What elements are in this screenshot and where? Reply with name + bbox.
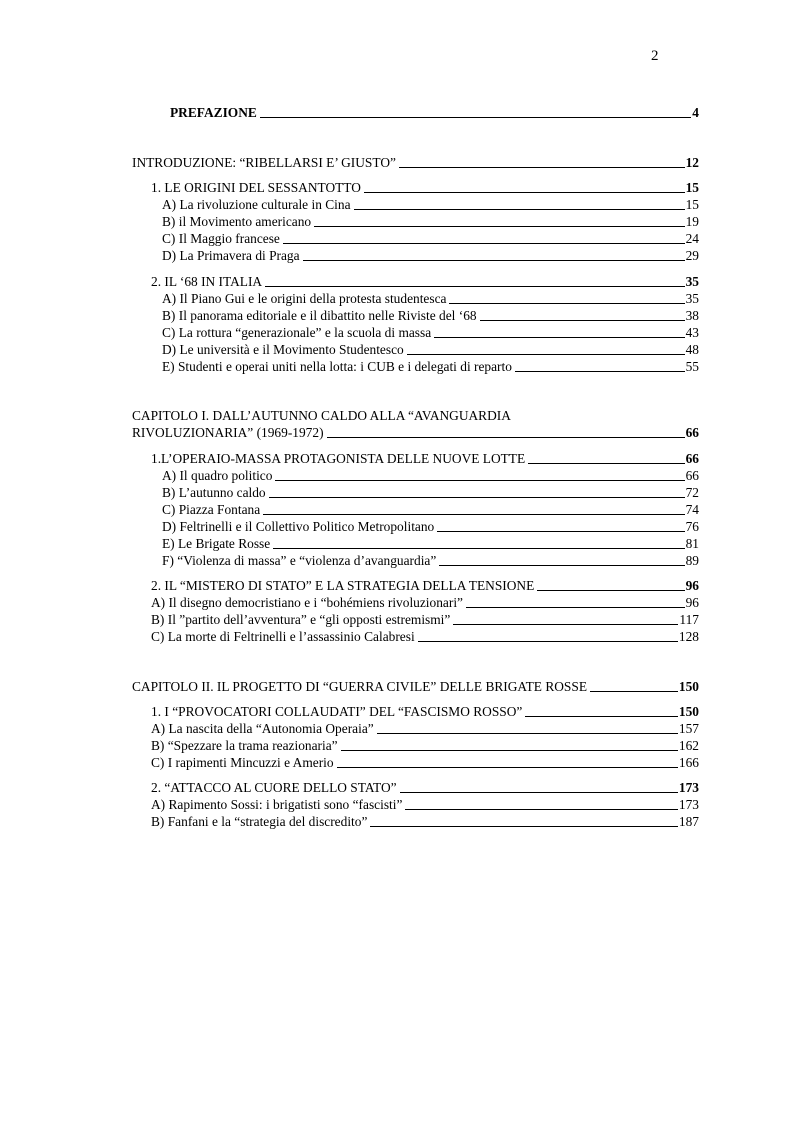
toc-entry-title: 1. I “PROVOCATORI COLLAUDATI” DEL “FASCISMO ROSSO” — [151, 704, 523, 719]
toc-entry-subsection[interactable] — [162, 324, 699, 341]
toc-leader — [370, 826, 678, 827]
toc-entry-title: 1.L’OPERAIO-MASSA PROTAGONISTA DELLE NUOVE LOTTE — [151, 451, 526, 466]
toc-entry-title: A) La nascita della “Autonomia Operaia” — [151, 721, 374, 736]
toc-entry-subsection[interactable] — [162, 341, 699, 358]
toc-entry-section[interactable] — [151, 703, 699, 720]
toc-leader — [525, 716, 678, 717]
toc-leader — [314, 226, 684, 227]
toc-leader — [263, 514, 684, 515]
toc-entry-chapter[interactable] — [132, 424, 699, 441]
toc-leader — [515, 371, 685, 372]
toc-entry-title: C) La morte di Feltrinelli e l’assassinio Calabresi — [151, 629, 415, 644]
toc-entry-title: PREFAZIONE — [170, 105, 257, 120]
toc-leader — [273, 548, 684, 549]
toc-entry-title: C) Piazza Fontana — [162, 502, 261, 517]
toc-entry-title: B) L’autunno caldo — [162, 485, 266, 500]
toc-entry-title: CAPITOLO II. IL PROGETTO DI “GUERRA CIVILE” DELLE BRIGATE ROSSE — [132, 679, 587, 694]
toc-leader — [407, 354, 685, 355]
toc-entry-subsection[interactable] — [162, 501, 699, 518]
toc-leader — [400, 792, 678, 793]
toc-entry-page: 12 — [685, 155, 699, 170]
toc-entry-page: 96 — [685, 578, 699, 593]
toc-entry-title: 2. “ATTACCO AL CUORE DELLO STATO” — [151, 780, 397, 795]
toc-entry-page: 66 — [685, 468, 699, 483]
toc-leader — [439, 565, 684, 566]
toc-entry-introduzione[interactable] — [132, 154, 699, 171]
toc-entry-page: 166 — [678, 755, 699, 770]
toc-entry-subsection[interactable] — [162, 467, 699, 484]
toc-entry-page: 96 — [685, 595, 699, 610]
toc-entry-title: D) Le università e il Movimento Studentesco — [162, 342, 404, 357]
toc-leader — [434, 337, 684, 338]
toc-leader — [275, 480, 684, 481]
toc-entry-title: RIVOLUZIONARIA” (1969-1972) — [132, 425, 324, 440]
toc-entry-title: A) Il disegno democristiano e i “bohémiens rivoluzionari” — [151, 595, 463, 610]
toc-leader — [453, 624, 678, 625]
toc-entry-page: 66 — [685, 451, 699, 466]
toc-entry-title: 2. IL “MISTERO DI STATO” E LA STRATEGIA DELLA TENSIONE — [151, 578, 535, 593]
toc-entry-chapter[interactable] — [132, 678, 699, 695]
toc-entry-subsection[interactable] — [162, 247, 699, 264]
toc-entry-page: 43 — [685, 325, 699, 340]
chapter-title-line: CAPITOLO I. DALL’AUTUNNO CALDO ALLA “AVANGUARDIA — [132, 408, 511, 423]
toc-leader — [449, 303, 684, 304]
toc-leader — [303, 260, 685, 261]
toc-entry-page: 48 — [685, 342, 699, 357]
toc-entry-page: 4 — [692, 105, 699, 120]
toc-entry-page: 150 — [678, 679, 699, 694]
toc-entry-page: 66 — [685, 425, 699, 440]
toc-leader — [405, 809, 677, 810]
toc-entry-subsection[interactable] — [151, 720, 699, 737]
toc-entry-page: 19 — [685, 214, 699, 229]
toc-entry-title: 2. IL ‘68 IN ITALIA — [151, 274, 263, 289]
toc-leader — [354, 209, 685, 210]
toc-entry-page: 35 — [685, 291, 699, 306]
toc-leader — [528, 463, 684, 464]
toc-entry-page: 162 — [678, 738, 699, 753]
toc-leader — [537, 590, 684, 591]
toc-entry-page: 15 — [685, 180, 699, 195]
toc-entry-page: 35 — [685, 274, 699, 289]
toc-entry-page: 38 — [685, 308, 699, 323]
toc-entry-subsection[interactable] — [162, 290, 699, 307]
toc-entry-page: 117 — [679, 612, 699, 627]
toc-entry-page: 74 — [685, 502, 699, 517]
toc-entry-prefazione[interactable] — [170, 104, 699, 121]
toc-entry-subsection[interactable] — [162, 484, 699, 501]
toc-leader — [466, 607, 685, 608]
toc-entry-page: 157 — [678, 721, 699, 736]
toc-leader — [364, 192, 685, 193]
toc-entry-page: 55 — [685, 359, 699, 374]
toc-entry-page: 187 — [678, 814, 699, 829]
toc-entry-title: D) La Primavera di Praga — [162, 248, 300, 263]
toc-entry-title: B) Il ”partito dell’avventura” e “gli opposti estremismi” — [151, 612, 451, 627]
toc-entry-title: E) Studenti e operai uniti nella lotta: i CUB e i delegati di reparto — [162, 359, 512, 374]
toc-entry-subsection[interactable] — [162, 307, 699, 324]
toc-entry-page: 150 — [678, 704, 699, 719]
toc-entry-subsection[interactable] — [151, 737, 699, 754]
toc-entry-title: E) Le Brigate Rosse — [162, 536, 271, 551]
toc-entry-page: 173 — [678, 797, 699, 812]
toc-entry-page: 15 — [685, 197, 699, 212]
toc-entry-title: 1. LE ORIGINI DEL SESSANTOTTO — [151, 180, 361, 195]
toc-entry-title: A) Rapimento Sossi: i brigatisti sono “fascisti” — [151, 797, 403, 812]
toc-entry-page: 76 — [685, 519, 699, 534]
toc-entry-page: 128 — [678, 629, 699, 644]
toc-entry-subsection[interactable] — [151, 813, 699, 830]
toc-leader — [269, 497, 685, 498]
toc-leader — [337, 767, 678, 768]
toc-leader — [265, 286, 685, 287]
toc-entry-page: 89 — [685, 553, 699, 568]
toc-leader — [480, 320, 685, 321]
toc-leader — [327, 437, 685, 438]
toc-entry-page: 24 — [685, 231, 699, 246]
toc-entry-section[interactable] — [151, 273, 699, 290]
toc-entry-subsection[interactable] — [151, 594, 699, 611]
toc-entry-page: 72 — [685, 485, 699, 500]
toc-leader — [590, 691, 678, 692]
toc-entry-title: A) La rivoluzione culturale in Cina — [162, 197, 351, 212]
toc-entry-subsection[interactable] — [162, 518, 699, 535]
toc-entry-subsection[interactable] — [162, 535, 699, 552]
toc-entry-subsection[interactable] — [151, 796, 699, 813]
toc-entry-section[interactable] — [151, 179, 699, 196]
toc-entry-title: B) il Movimento americano — [162, 214, 312, 229]
toc-entry-subsection[interactable] — [151, 754, 699, 771]
toc-entry-page: 173 — [678, 780, 699, 795]
toc-entry-page: 29 — [685, 248, 699, 263]
toc-leader — [341, 750, 678, 751]
toc-leader — [437, 531, 684, 532]
toc-entry-subsection[interactable] — [151, 611, 699, 628]
toc-entry-title: C) Il Maggio francese — [162, 231, 280, 246]
toc-entry-title: INTRODUZIONE: “RIBELLARSI E’ GIUSTO” — [132, 155, 396, 170]
toc-entry-title: C) I rapimenti Mincuzzi e Amerio — [151, 755, 334, 770]
toc-entry-section[interactable] — [151, 779, 699, 796]
toc-entry-subsection[interactable] — [162, 213, 699, 230]
toc-leader — [399, 167, 685, 168]
toc-entry-title: B) Il panorama editoriale e il dibattito nelle Riviste del ‘68 — [162, 308, 477, 323]
toc-entry-title: F) “Violenza di massa” e “violenza d’avanguardia” — [162, 553, 437, 568]
toc-leader — [418, 641, 678, 642]
toc-entry-section[interactable] — [151, 450, 699, 467]
toc-entry-subsection[interactable] — [151, 628, 699, 645]
toc-entry-subsection[interactable] — [162, 358, 699, 375]
toc-entry-title: B) “Spezzare la trama reazionaria” — [151, 738, 338, 753]
toc-entry-section[interactable] — [151, 577, 699, 594]
toc-entry-title: A) Il quadro politico — [162, 468, 273, 483]
toc-leader — [377, 733, 678, 734]
toc-leader — [283, 243, 685, 244]
toc-entry-title: D) Feltrinelli e il Collettivo Politico Metropolitano — [162, 519, 435, 534]
toc-leader — [260, 117, 692, 118]
toc-entry-subsection[interactable] — [162, 552, 699, 569]
toc-entry-subsection[interactable] — [162, 230, 699, 247]
toc-entry-title: A) Il Piano Gui e le origini della protesta studentesca — [162, 291, 447, 306]
toc-entry-title: B) Fanfani e la “strategia del discredito” — [151, 814, 368, 829]
page-number: 2 — [651, 48, 659, 64]
toc-entry-subsection[interactable] — [162, 196, 699, 213]
toc-entry-page: 81 — [685, 536, 699, 551]
toc-entry-title: C) La rottura “generazionale” e la scuola di massa — [162, 325, 432, 340]
